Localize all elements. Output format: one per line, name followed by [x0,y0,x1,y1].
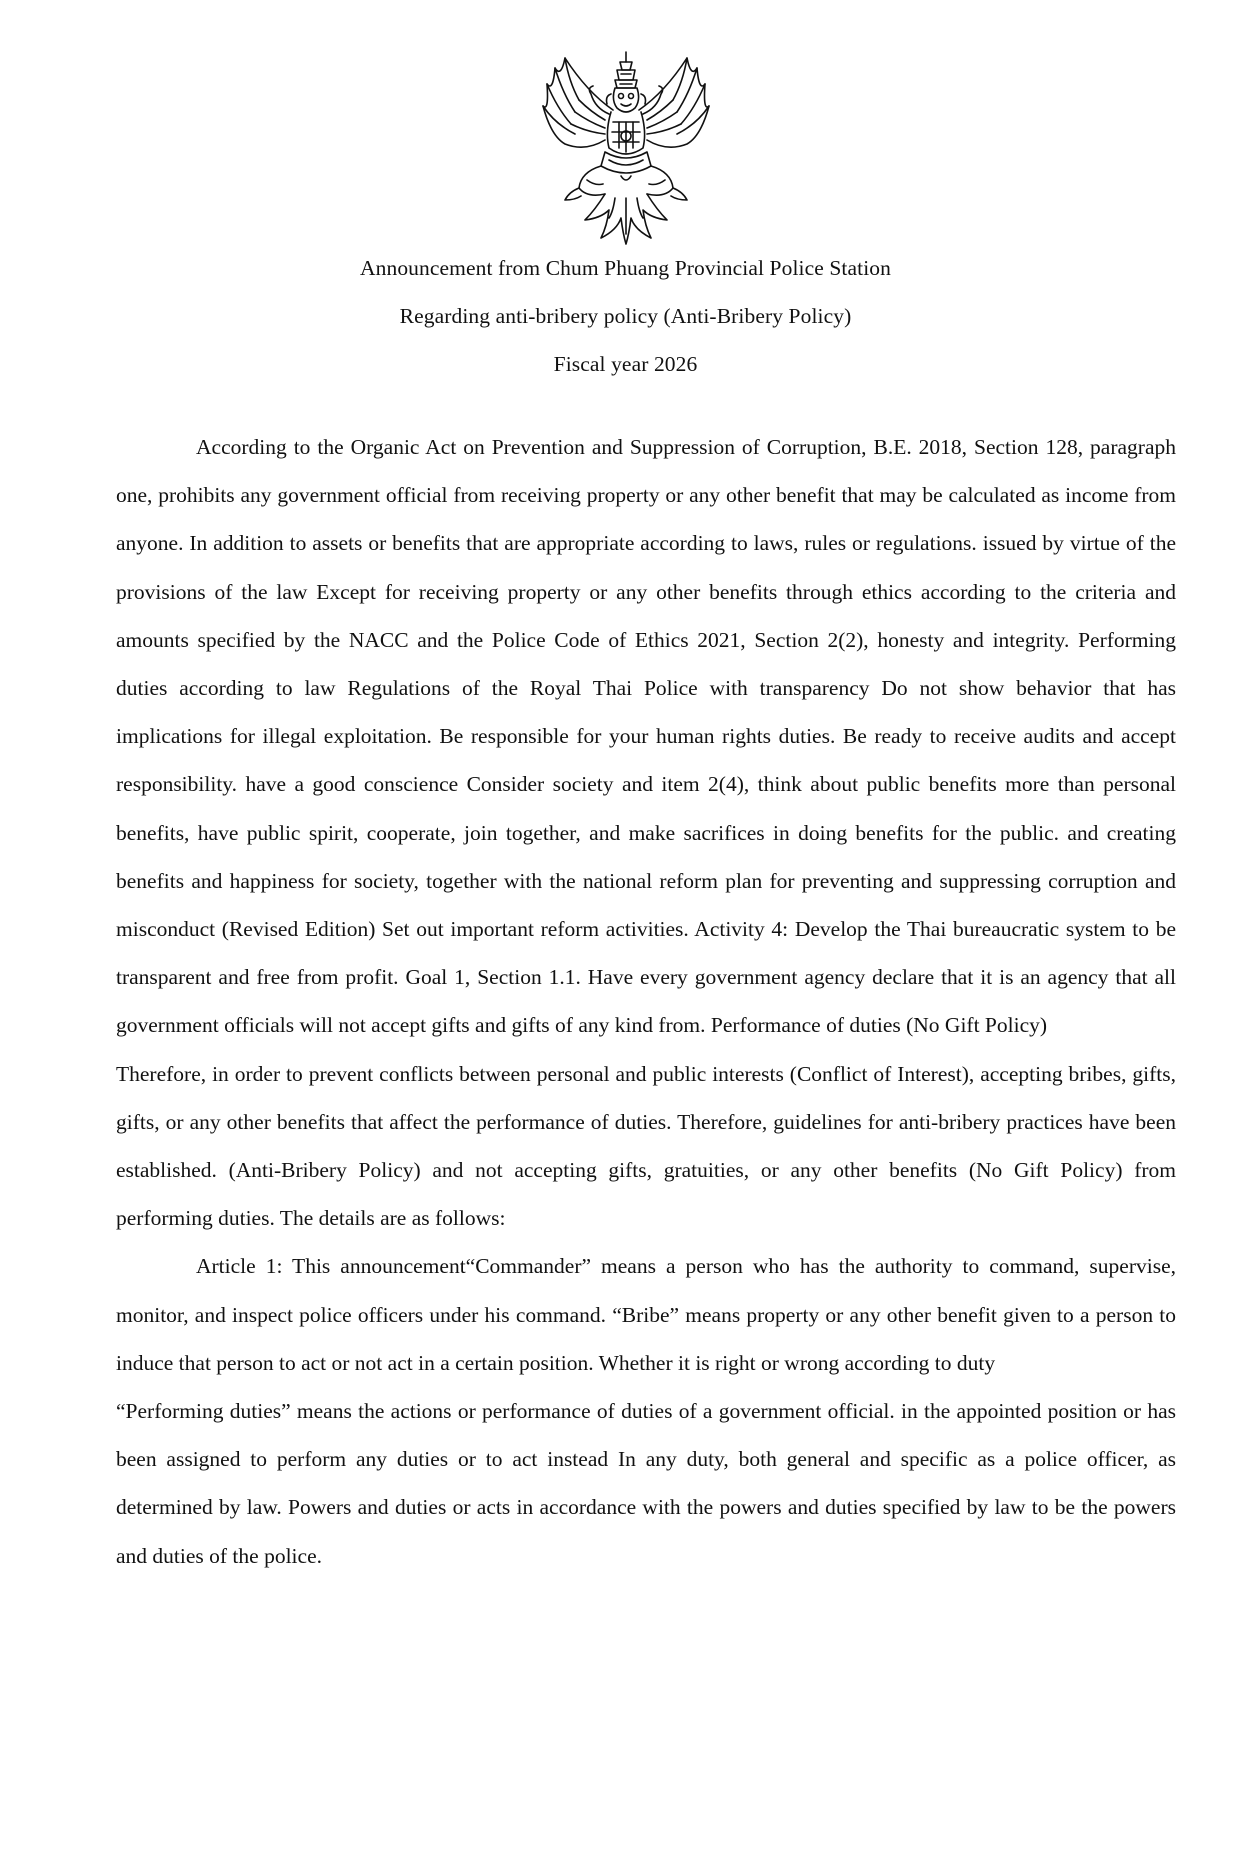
paragraph-article-1: Article 1: This announcement“Commander” means a person who has the authority to command, supervise, monitor, and inspect police officers under his command. “Bribe” means property or any other benefit given to a person to induce that person to act or not act in a certain position. Whether it is right or wrong according to duty [116,1254,1176,1375]
announcement-body [116,423,1176,1580]
paragraph-legal-basis: According to the Organic Act on Prevention and Suppression of Corruption, B.E. 2018, Section 128, paragraph one, prohibits any government official from receiving property or any other benefit that may be calculated as income from anyone. In addition to assets or benefits that are appropriate according to laws, rules or regulations. issued by virtue of the provisions of the law Except for receiving property or any other benefits through ethics according to the criteria and amounts specified by the NACC and the Police Code of Ethics 2021, Section 2(2), honesty and integrity. Performing duties according to law Regulations of the Royal Thai Police with transparency Do not show behavior that has implications for illegal exploitation. Be responsible for your human rights duties. Be ready to receive audits and accept responsibility. have a good conscience Consider society and item 2(4), think about public benefits more than personal benefits, have public spirit, cooperate, join together, and make sacrifices in doing benefits for the public. and creating benefits and happiness for society, together with the national reform plan for preventing and suppressing corruption and misconduct (Revised Edition) Set out important reform activities. Activity 4: Develop the Thai bureaucratic system to be transparent and free from profit. Goal 1, Section 1.1. Have every government agency declare that it is an agency that all government officials will not accept gifts and gifts of any kind from. Performance of duties (No Gift Policy) [116,435,1176,1038]
heading-line-2: Regarding anti-bribery policy (Anti-Bribery Policy) [399,304,852,328]
heading-line-3: Fiscal year 2026 [553,352,698,376]
heading-line-1: Announcement from Chum Phuang Provincial Police Station [360,256,891,280]
paragraph-therefore: Therefore, in order to prevent conflicts between personal and public interests (Conflict of Interest), accepting bribes, gifts, gifts, or any other benefits that affect the performance of duties. Therefore, guidelines for anti-bribery practices have been established. (Anti-Bribery Policy) and not accepting gifts, gratuities, or any other benefits (No Gift Policy) from performing duties. The details are as follows: [116,1061,1176,1231]
paragraph-performing-duties: “Performing duties” means the actions or performance of duties of a government official. in the appointed position or has been assigned to perform any duties or to act instead In any duty, both general and specific as a police officer, as determined by law. Powers and duties or acts in accordance with the powers and duties specified by law to be the powers and duties of the police. [116,1399,1176,1568]
garuda-emblem-icon [535,48,717,248]
